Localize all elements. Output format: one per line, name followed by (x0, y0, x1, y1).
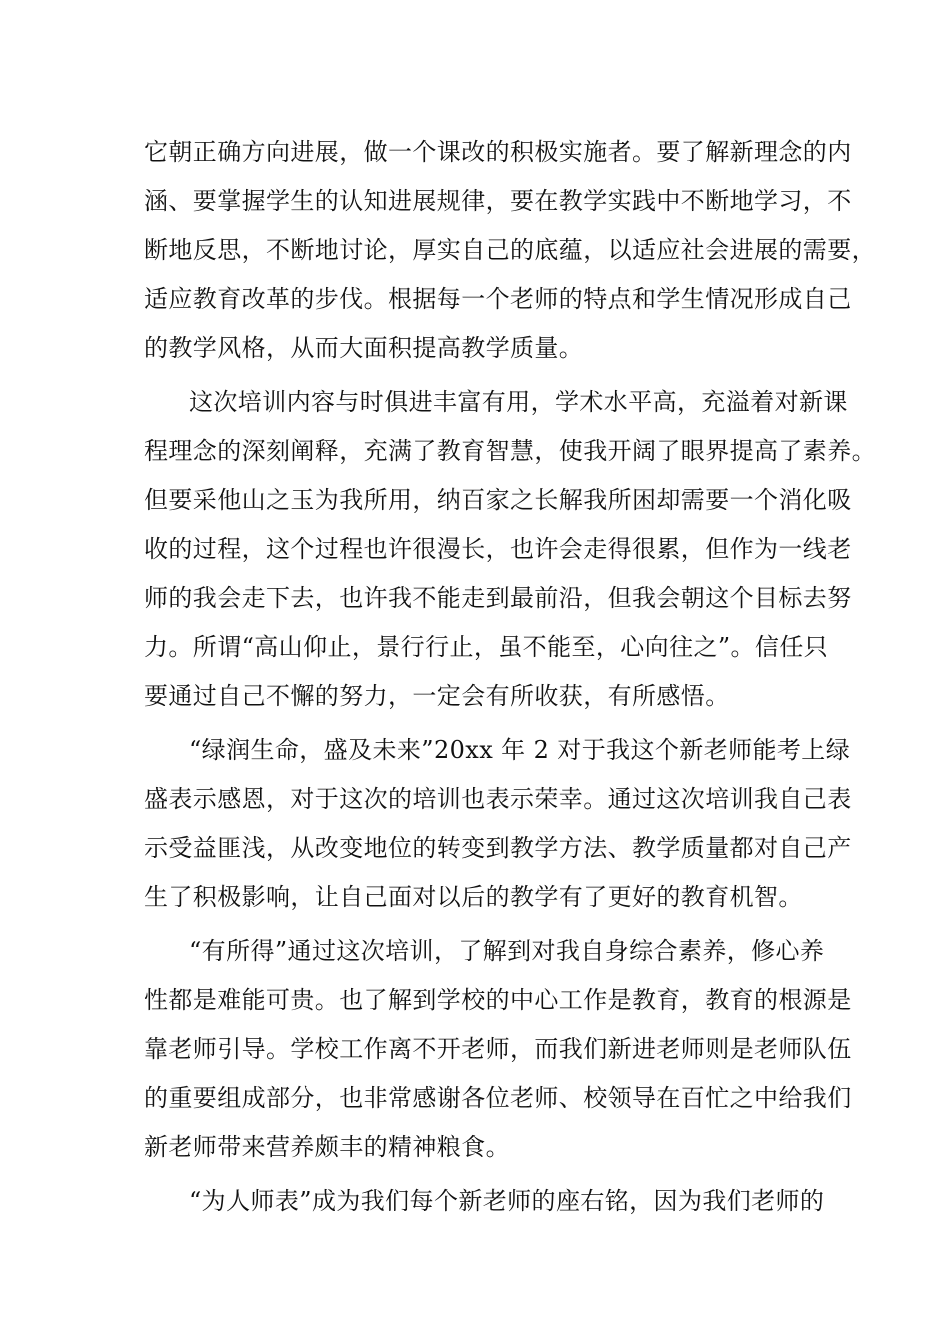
text-line: 要通过自己不懈的努力，一定会有所收获，有所感悟。 (144, 682, 730, 710)
text-line: 的教学风格，从而大面积提高教学质量。 (144, 334, 584, 362)
text-line: 但要采他山之玉为我所用，纳百家之长解我所困却需要一个消化吸 (144, 486, 852, 514)
paragraph-first-line: “为人师表”成为我们每个新老师的座右铭，因为我们老师的 (189, 1187, 825, 1215)
text-line: 的重要组成部分，也非常感谢各位老师、校领导在百忙之中给我们 (144, 1084, 852, 1112)
text-line: 适应教育改革的步伐。根据每一个老师的特点和学生情况形成自己 (144, 285, 852, 313)
paragraph-first-line: “绿润生命，盛及未来”20xx 年 2 对于我这个新老师能考上绿 (189, 736, 851, 764)
text-line: 力。所谓“高山仰止，景行行止，虽不能至，心向往之”。信任只 (144, 633, 829, 661)
text-line: 性都是难能可贵。也了解到学校的中心工作是教育，教育的根源是 (144, 986, 852, 1014)
paragraph-first-line: “有所得”通过这次培训，了解到对我自身综合素养，修心养 (189, 937, 825, 965)
text-line: 盛表示感恩，对于这次的培训也表示荣幸。通过这次培训我自己表 (144, 785, 852, 813)
text-line: 生了积极影响，让自己面对以后的教学有了更好的教育机智。 (144, 883, 803, 911)
text-line: 师的我会走下去，也许我不能走到最前沿，但我会朝这个目标去努 (144, 584, 852, 612)
text-line: 靠老师引导。学校工作离不开老师，而我们新进老师则是老师队伍 (144, 1035, 852, 1063)
text-line: 断地反思，不断地讨论，厚实自己的底蕴，以适应社会进展的需要， (144, 236, 876, 264)
text-line: 它朝正确方向进展，做一个课改的积极实施者。要了解新理念的内 (144, 138, 852, 166)
text-line: 涵、要掌握学生的认知进展规律，要在教学实践中不断地学习，不 (144, 187, 852, 215)
text-line: 程理念的深刻阐释，充满了教育智慧，使我开阔了眼界提高了素养。 (144, 437, 876, 465)
paragraph-first-line: 这次培训内容与时俱进丰富有用，学术水平高，充溢着对新课 (189, 388, 848, 416)
text-line: 收的过程，这个过程也许很漫长，也许会走得很累，但作为一线老 (144, 535, 852, 563)
text-line: 示受益匪浅，从改变地位的转变到教学方法、教学质量都对自己产 (144, 834, 852, 862)
text-line: 新老师带来营养颇丰的精神粮食。 (144, 1133, 510, 1161)
